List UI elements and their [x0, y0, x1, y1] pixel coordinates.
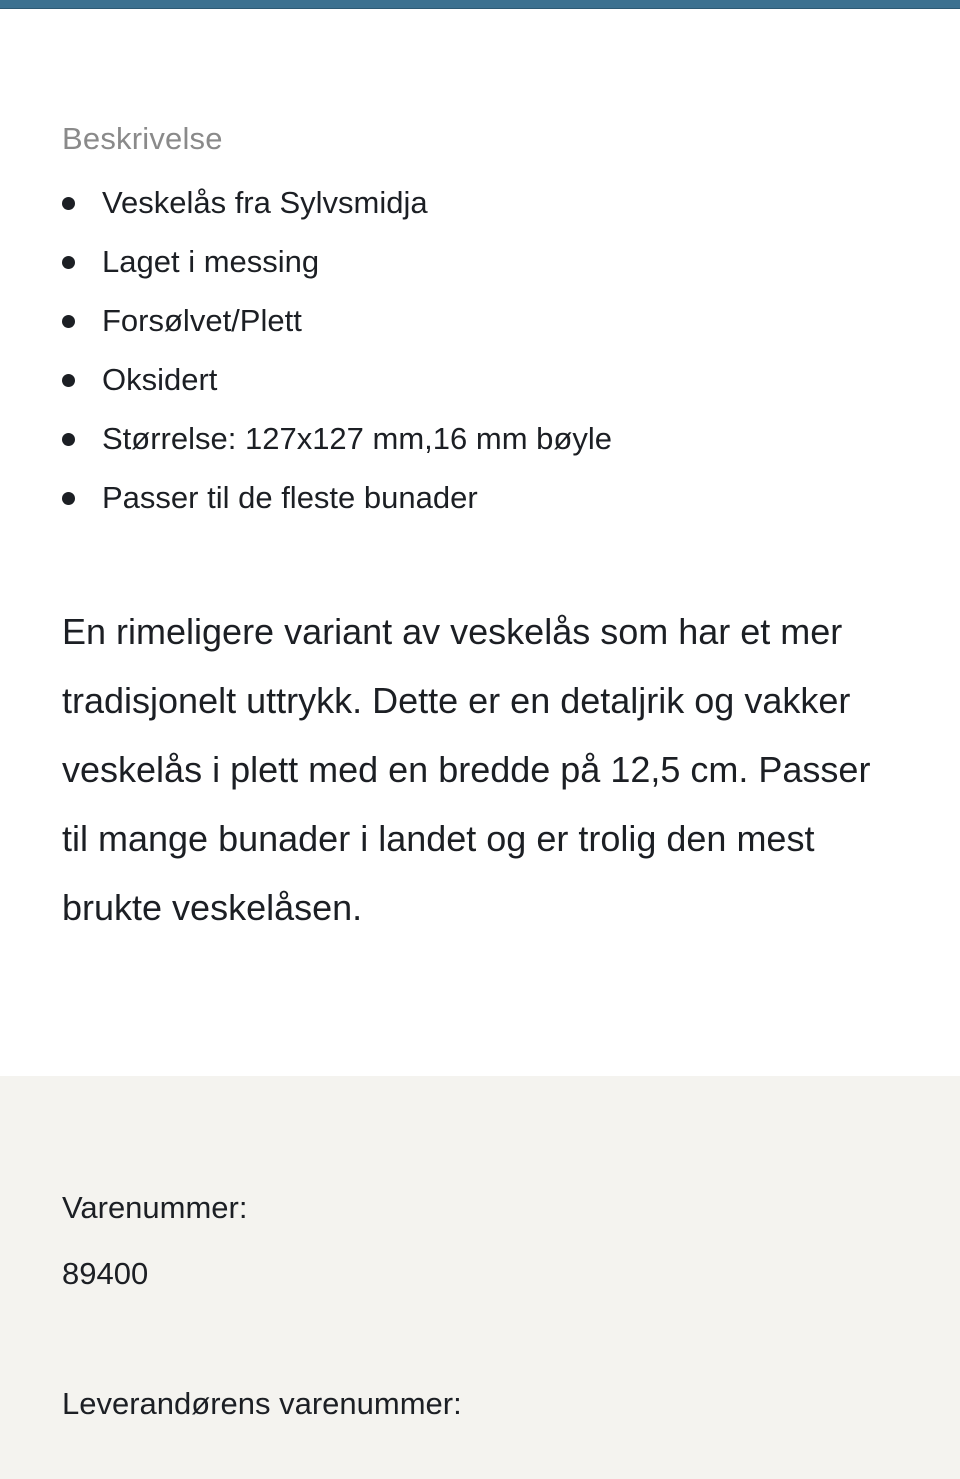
list-item	[62, 468, 898, 527]
bullet-icon	[62, 433, 75, 446]
bullet-icon	[62, 374, 75, 387]
product-info-panel	[0, 1076, 960, 1479]
bullet-icon	[62, 315, 75, 328]
list-item-text: Forsølvet/Plett	[102, 303, 302, 338]
feature-list	[62, 173, 898, 527]
list-item	[62, 409, 898, 468]
description-heading: Beskrivelse	[62, 121, 223, 156]
list-item	[62, 291, 898, 350]
list-item	[62, 350, 898, 409]
list-item-text: Passer til de fleste bunader	[102, 480, 478, 515]
item-number-label: Varenummer:	[62, 1190, 248, 1225]
list-item	[62, 173, 898, 232]
top-header-bar	[0, 0, 960, 9]
product-description-section	[0, 119, 960, 942]
list-item-text: Veskelås fra Sylvsmidja	[102, 185, 428, 220]
list-item-text: Størrelse: 127x127 mm,16 mm bøyle	[102, 421, 612, 456]
bullet-icon	[62, 197, 75, 210]
description-paragraph: En rimeligere variant av veskelås som har et mer tradisjonelt uttrykk. Dette er en detaljrik og vakker veskelås i plett med en bredde på 12,5 cm. Passer til mange bunader i landet og er trolig den mest brukte veskelåsen.	[62, 611, 871, 928]
list-item	[62, 232, 898, 291]
list-item-text: Laget i messing	[102, 244, 320, 279]
bullet-icon	[62, 492, 75, 505]
bullet-icon	[62, 256, 75, 269]
supplier-item-number-label: Leverandørens varenummer:	[62, 1386, 462, 1421]
item-number-value: 89400	[62, 1256, 149, 1291]
list-item-text: Oksidert	[102, 362, 218, 397]
